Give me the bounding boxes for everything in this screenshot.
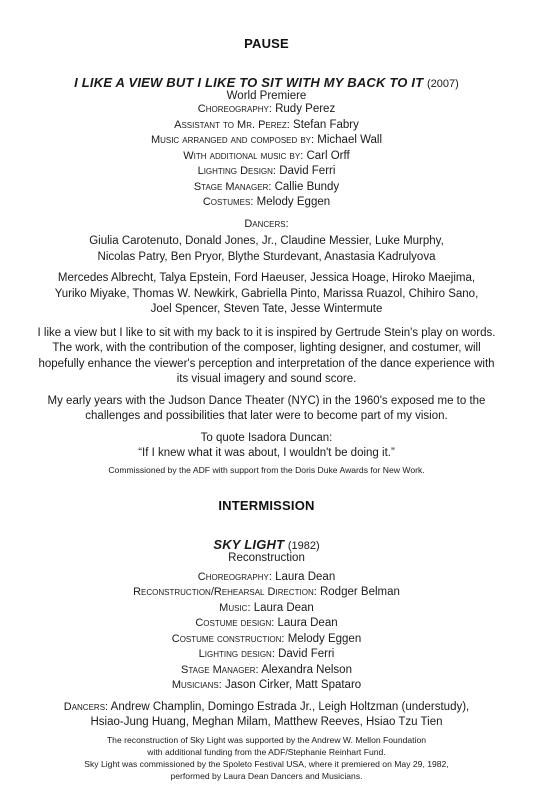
- dancers-names: Andrew Champlin, Domingo Estrada Jr., Leigh Holtzman (understudy),: [110, 700, 470, 713]
- piece1-subtitle: World Premiere: [226, 90, 307, 102]
- piece2-title: SKY LIGHT: [213, 536, 285, 552]
- piece1-year: (2007): [427, 78, 459, 90]
- quote: “If I knew what it was about, I wouldn't be doing it.”: [138, 447, 395, 459]
- credit-role: Music arranged and composed by:: [150, 134, 315, 146]
- credit-name: Rudy Perez: [275, 103, 336, 115]
- credit-line: [24, 180, 509, 196]
- piece2-title-line: [24, 537, 509, 552]
- piece1-dancers-line: Giulia Carotenuto, Donald Jones, Jr., Claudine Messier, Luke Murphy,: [89, 235, 444, 247]
- credit-line: [24, 102, 509, 118]
- credit-name: Rodger Belman: [319, 586, 400, 598]
- piece1-dancers-line: Mercedes Albrecht, Talya Epstein, Ford Haeuser, Jessica Hoage, Hiroko Maejima,: [57, 272, 476, 284]
- credit-line: [24, 632, 509, 648]
- credit-role: Assistant to Mr. Perez:: [174, 118, 290, 131]
- credit-line: [24, 647, 509, 663]
- credit-line: [24, 663, 509, 679]
- credit-name: Melody Eggen: [256, 196, 331, 208]
- credit-line: [24, 133, 509, 149]
- piece1-note-line: The work, with the contribution of the composer, lighting designer, and costumer, will: [52, 342, 481, 354]
- credit-role: Reconstruction/Rehearsal Direction:: [133, 586, 317, 598]
- piece2-footnote: with additional funding from the ADF/Stephanie Reinhart Fund.: [147, 746, 386, 757]
- piece1-dancers-line: Nicolas Patry, Ben Pryor, Blythe Sturdevant, Anastasia Kadrulyova: [97, 250, 436, 263]
- credit-name: Alexandra Nelson: [261, 663, 352, 676]
- credit-role: Lighting Design:: [197, 165, 276, 177]
- piece2-subtitle: Reconstruction: [228, 551, 305, 564]
- piece1-note-line: challenges and possibilities that later were to become part of my vision.: [85, 410, 448, 422]
- credit-line: [24, 149, 509, 165]
- credit-name: Laura Dean: [253, 601, 314, 614]
- credit-name: Jason Cirker, Matt Spataro: [225, 679, 362, 691]
- credit-name: Carl Orff: [306, 149, 350, 162]
- piece1-dancers-line: Yuriko Miyake, Thomas W. Newkirk, Gabriella Pinto, Marissa Ruazol, Chihiro Sano,: [54, 287, 479, 300]
- credit-role: With additional music by:: [183, 149, 304, 162]
- credit-role: Musicians:: [171, 679, 222, 691]
- credit-name: Laura Dean: [275, 570, 336, 583]
- credit-name: Laura Dean: [277, 617, 338, 629]
- intermission-heading: INTERMISSION: [218, 497, 315, 513]
- credit-role: Stage Manager:: [193, 180, 272, 193]
- piece2-dancers-line: Hsiao-Jung Huang, Meghan Milam, Matthew Reeves, Hsiao Tzu Tien: [90, 716, 443, 728]
- credit-role: Choreography:: [197, 103, 272, 115]
- credit-name: David Ferri: [278, 648, 335, 660]
- credit-line: [24, 678, 509, 694]
- pause-heading: PAUSE: [244, 36, 289, 51]
- credit-role: Costume design:: [195, 617, 275, 629]
- credit-role: Music:: [219, 601, 251, 614]
- piece1-dancers-line: Joel Spencer, Steven Tate, Jesse Wintermute: [150, 303, 383, 315]
- dancers-label: Dancers:: [63, 700, 109, 713]
- credit-line: [24, 118, 509, 134]
- piece1-dancers-label: [24, 217, 509, 233]
- piece1-note-line: hopefully enhance the viewer's perception and interpretation of the dance experience with: [38, 357, 495, 370]
- credit-line: [24, 195, 509, 211]
- quote-intro: To quote Isadora Duncan:: [200, 431, 333, 444]
- credit-line: [24, 585, 509, 601]
- piece1-title-line: [24, 75, 509, 90]
- credit-line: [24, 601, 509, 617]
- dancers-label: Dancers:: [244, 217, 289, 230]
- piece1-note-line: My early years with the Judson Dance Theater (NYC) in the 1960's exposed me to the: [47, 394, 486, 407]
- credit-name: Michael Wall: [317, 134, 383, 146]
- piece1-note-line: its visual imagery and sound score.: [176, 373, 357, 385]
- credit-role: Lighting design:: [198, 648, 275, 660]
- piece1-credits: [24, 102, 509, 211]
- credit-role: Choreography:: [197, 570, 272, 583]
- credit-name: David Ferri: [279, 165, 336, 177]
- piece2-footnote: Sky Light was commissioned by the Spoleto Festival USA, where it premiered on May 29, 1982,: [84, 758, 449, 769]
- credit-name: Melody Eggen: [287, 632, 362, 645]
- credit-role: Stage Manager:: [181, 663, 259, 676]
- piece1-commission: Commissioned by the ADF with support from the Doris Duke Awards for New Work.: [108, 464, 425, 475]
- credit-line: [24, 616, 509, 632]
- credit-name: Callie Bundy: [274, 180, 340, 193]
- piece2-footnote: The reconstruction of Sky Light was supported by the Andrew W. Mellon Foundation: [106, 734, 427, 745]
- piece2-year: (1982): [287, 539, 320, 552]
- credit-role: Costume construction:: [171, 632, 285, 645]
- credit-line: [24, 164, 509, 180]
- piece1-title: I LIKE A VIEW BUT I LIKE TO SIT WITH MY BACK TO IT: [74, 75, 424, 90]
- piece2-credits: [24, 570, 509, 694]
- piece1-note-line: I like a view but I like to sit with my back to it is inspired by Gertrude Stein's play on words.: [37, 326, 496, 339]
- piece2-footnote: performed by Laura Dean Dancers and Musicians.: [170, 770, 363, 781]
- piece2-dancers-line: [24, 700, 509, 716]
- credit-line: [24, 570, 509, 586]
- credit-name: Stefan Fabry: [293, 118, 359, 131]
- credit-role: Costumes:: [202, 196, 254, 208]
